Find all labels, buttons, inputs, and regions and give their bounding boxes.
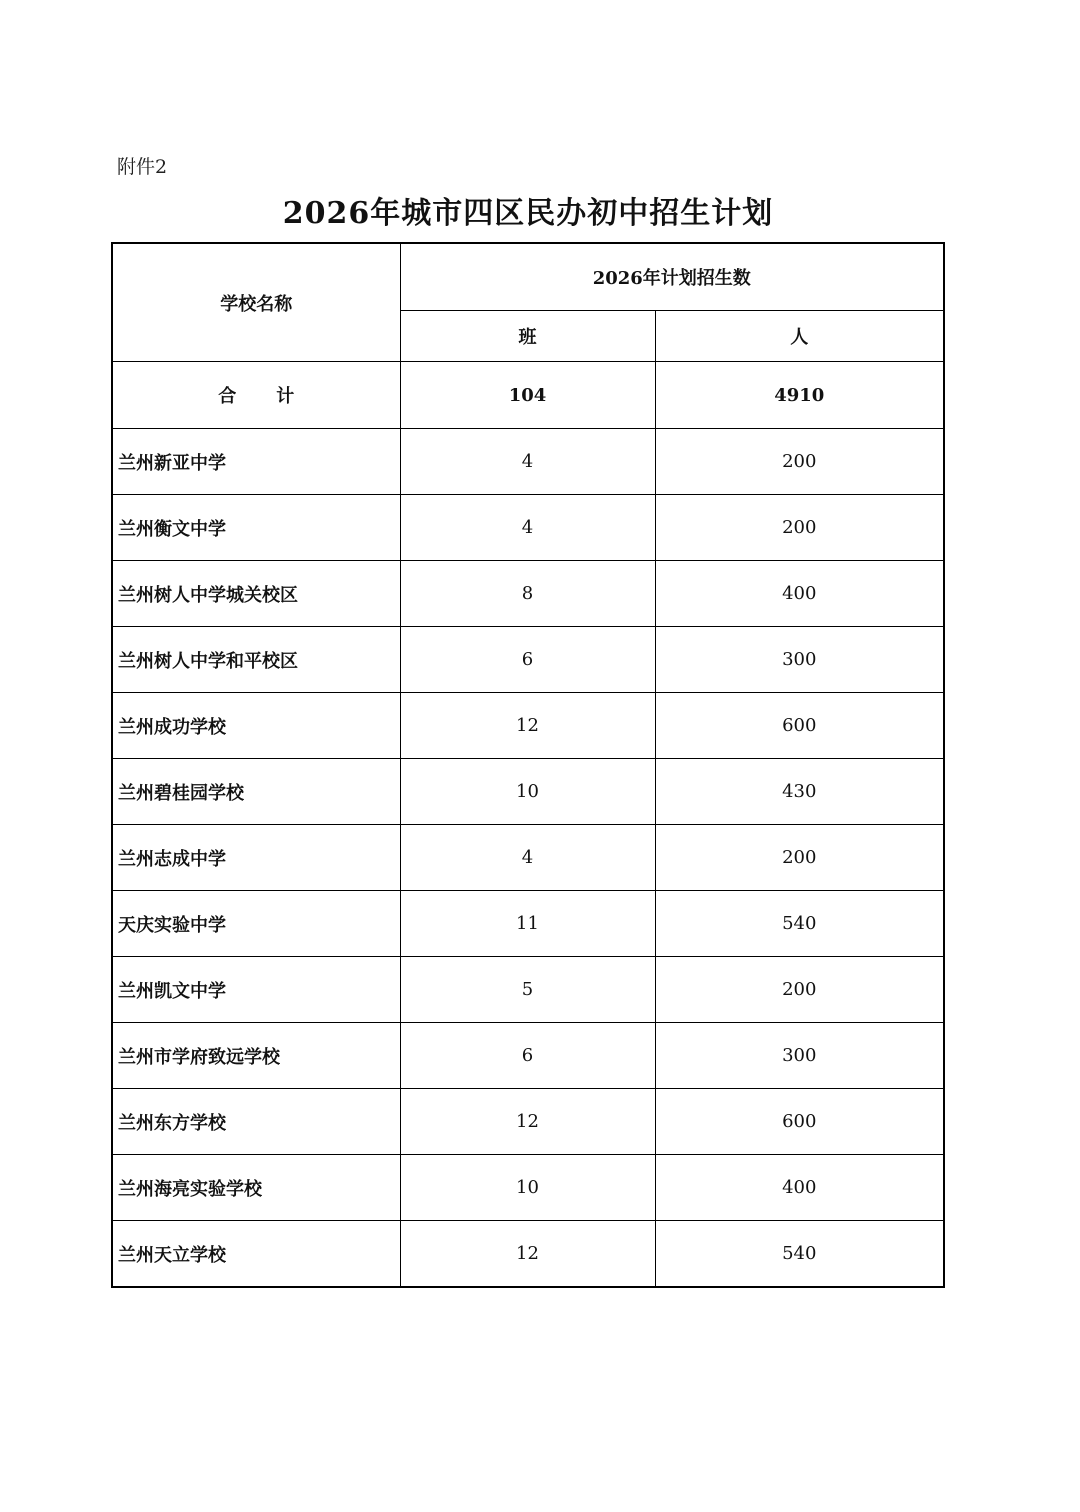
table-row: [112, 627, 944, 693]
school-name-cell: 兰州新亚中学: [112, 429, 400, 495]
table-row: [112, 693, 944, 759]
table-row: [112, 1089, 944, 1155]
classes-cell: 4: [400, 825, 655, 891]
school-name-cell: 兰州海亮实验学校: [112, 1155, 400, 1221]
header-school-name: 学校名称: [112, 243, 400, 362]
table-body: [112, 243, 944, 1287]
school-name-cell: 兰州碧桂园学校: [112, 759, 400, 825]
people-cell: 200: [655, 429, 944, 495]
people-cell: 400: [655, 561, 944, 627]
people-cell: 540: [655, 891, 944, 957]
table-row: [112, 495, 944, 561]
people-cell: 430: [655, 759, 944, 825]
classes-cell: 12: [400, 1089, 655, 1155]
school-name-cell: 兰州志成中学: [112, 825, 400, 891]
total-classes: 104: [400, 362, 655, 429]
table-row: [112, 891, 944, 957]
header-people: 人: [655, 311, 944, 362]
people-cell: 400: [655, 1155, 944, 1221]
total-label: 合计: [112, 362, 400, 429]
classes-cell: 12: [400, 1221, 655, 1288]
header-plan-group: 2026年计划招生数: [400, 243, 944, 311]
table-row: [112, 825, 944, 891]
enrollment-plan-table: [111, 242, 945, 1288]
people-cell: 200: [655, 495, 944, 561]
classes-cell: 12: [400, 693, 655, 759]
classes-cell: 11: [400, 891, 655, 957]
people-cell: 200: [655, 957, 944, 1023]
school-name-cell: 兰州树人中学城关校区: [112, 561, 400, 627]
classes-cell: 4: [400, 495, 655, 561]
attachment-label: 附件2: [117, 156, 168, 178]
classes-cell: 5: [400, 957, 655, 1023]
table-row: [112, 1023, 944, 1089]
page-title: 2026年城市四区民办初中招生计划: [282, 196, 774, 231]
table-row: [112, 429, 944, 495]
classes-cell: 10: [400, 1155, 655, 1221]
total-row: [112, 362, 944, 429]
classes-cell: 6: [400, 1023, 655, 1089]
classes-cell: 10: [400, 759, 655, 825]
table-row: [112, 759, 944, 825]
school-name-cell: 天庆实验中学: [112, 891, 400, 957]
people-cell: 600: [655, 1089, 944, 1155]
header-classes: 班: [400, 311, 655, 362]
people-cell: 300: [655, 1023, 944, 1089]
table-row: [112, 1221, 944, 1288]
classes-cell: 8: [400, 561, 655, 627]
school-name-cell: 兰州树人中学和平校区: [112, 627, 400, 693]
people-cell: 200: [655, 825, 944, 891]
people-cell: 540: [655, 1221, 944, 1288]
people-cell: 300: [655, 627, 944, 693]
school-name-cell: 兰州凯文中学: [112, 957, 400, 1023]
people-cell: 600: [655, 693, 944, 759]
header-row-top: [112, 243, 944, 311]
table-row: [112, 1155, 944, 1221]
table-row: [112, 957, 944, 1023]
classes-cell: 6: [400, 627, 655, 693]
school-name-cell: 兰州天立学校: [112, 1221, 400, 1288]
school-name-cell: 兰州衡文中学: [112, 495, 400, 561]
total-people: 4910: [655, 362, 944, 429]
table-row: [112, 561, 944, 627]
school-name-cell: 兰州成功学校: [112, 693, 400, 759]
school-name-cell: 兰州市学府致远学校: [112, 1023, 400, 1089]
classes-cell: 4: [400, 429, 655, 495]
school-name-cell: 兰州东方学校: [112, 1089, 400, 1155]
